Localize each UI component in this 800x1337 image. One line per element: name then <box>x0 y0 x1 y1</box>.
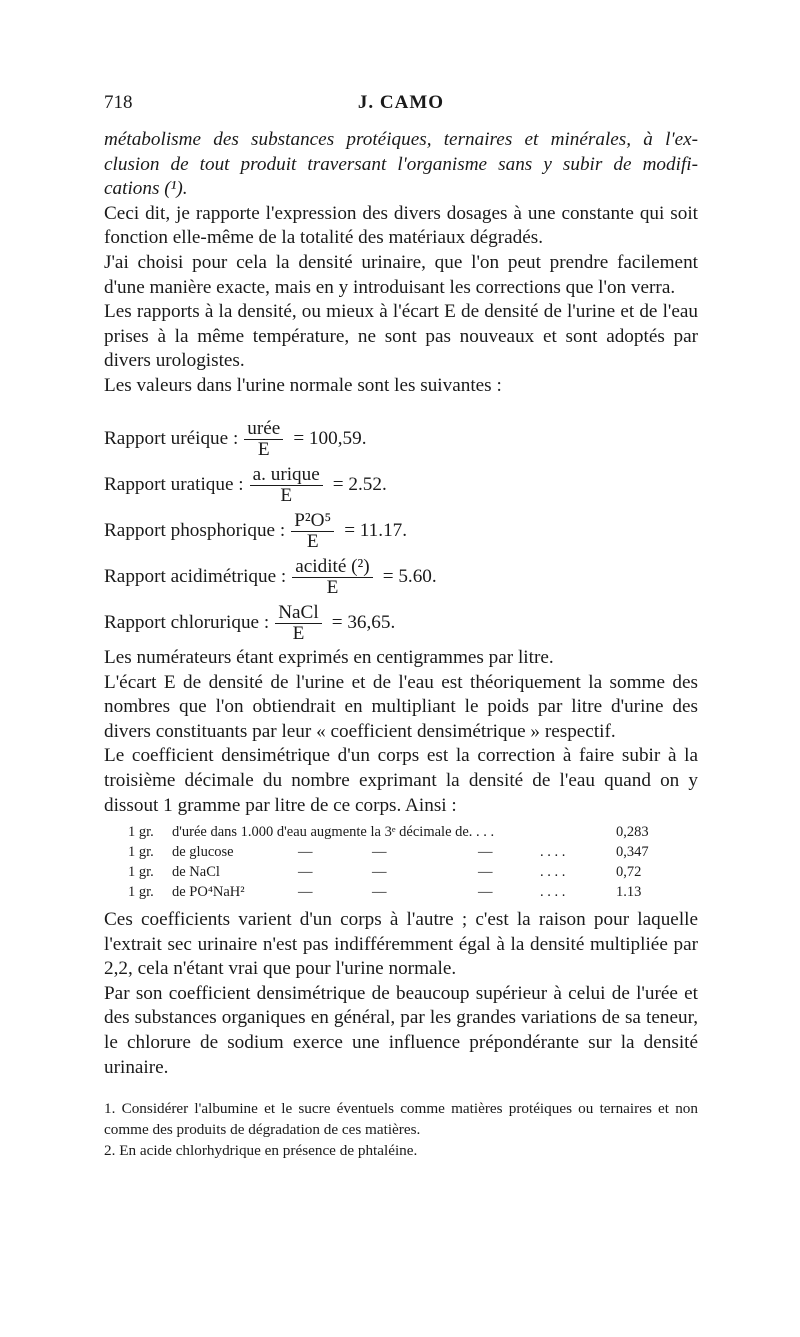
table-row <box>128 822 688 842</box>
ditto-mark: — <box>298 844 313 860</box>
fraction <box>292 557 372 598</box>
rapport-value: = 2.52. <box>332 474 387 495</box>
running-head: J. CAMO <box>357 92 445 113</box>
rapport-formula <box>104 600 395 646</box>
rapport-formula <box>104 462 387 508</box>
footnote: 1. Considérer l'albumine et le sucre éventuels comme matières protéiques ou ternaires et non comme des produits de dégradation de ces matières. <box>104 1100 698 1138</box>
ditto-mark: — <box>372 864 387 880</box>
ditto-mark: — <box>478 864 493 880</box>
leader-dots: . . . . <box>540 844 566 860</box>
rapport-formula <box>104 554 437 600</box>
substance-cell: de PO⁴NaH² <box>172 884 245 900</box>
rapport-label: Rapport uréique : <box>104 428 239 449</box>
rapport-value: = 11.17. <box>344 520 408 541</box>
substance-cell: de glucose <box>172 844 234 860</box>
footnotes <box>104 1098 698 1161</box>
fraction-numerator: acidité (²) <box>292 557 372 578</box>
leader-dots: . . . . <box>540 884 566 900</box>
fraction-denominator: E <box>326 576 339 598</box>
quantity-cell: 1 gr. <box>128 844 154 860</box>
rapport-label: Rapport phosphorique : <box>104 520 286 541</box>
intro-line: clusion de tout produit traversant l'organisme sans y subir de modifi- <box>104 153 698 175</box>
quantity-cell: 1 gr. <box>128 884 154 900</box>
rapport-label: Rapport chlorurique : <box>104 612 270 633</box>
paragraph: J'ai choisi pour cela la densité urinaire, que l'on peut prendre facilement d'une manière exacte, mais en y introduisant les corrections que l'on verra. <box>104 251 698 298</box>
paragraph: L'écart E de densité de l'urine et de l'eau est théoriquement la somme des nombres que l'on obtiendrait en multipliant le poids par litre d'urine des divers constituants par leur « coefficient densimétrique » respectif. <box>104 671 698 742</box>
paragraph: Ceci dit, je rapporte l'expression des divers dosages à une constante qui soit fonction elle-même de la totalité des matériaux dégradés. <box>104 202 698 249</box>
rapport-value: = 100,59. <box>293 428 367 449</box>
paragraph: Par son coefficient densimétrique de beaucoup supérieur à celui de l'urée et des substances organiques en général, par les grandes variations de sa teneur, le chlorure de sodium exerce une influence prépondérante sur la densité urinaire. <box>104 982 698 1078</box>
fraction <box>275 603 322 644</box>
ditto-mark: — <box>372 844 387 860</box>
page-number: 718 <box>104 92 133 113</box>
intro-line: cations (¹). <box>104 178 188 200</box>
rapport-formula <box>104 416 367 462</box>
paragraph: Le coefficient densimétrique d'un corps est la correction à faire subir à la troisième décimale du nombre exprimant la densité de l'eau quand on y dissout 1 gramme par litre de ce corps. Ainsi : <box>104 745 698 816</box>
substance-cell: de NaCl <box>172 864 220 880</box>
leader-dots: . . . . <box>540 864 566 880</box>
intro-paragraph <box>104 128 698 202</box>
rapport-label: Rapport uratique : <box>104 474 244 495</box>
value-cell: 0,72 <box>616 864 642 880</box>
main-text-block-1 <box>104 128 698 399</box>
rapport-formula <box>104 508 407 554</box>
ditto-mark: — <box>372 884 387 900</box>
substance-cell: d'urée dans 1.000 d'eau augmente la 3ᵉ décimale de. . . . <box>172 824 495 840</box>
rapport-value: = 36,65. <box>331 612 396 633</box>
fraction-denominator: E <box>292 622 305 644</box>
quantity-cell: 1 gr. <box>128 824 154 840</box>
fraction-denominator: E <box>257 438 270 460</box>
coefficient-table <box>128 822 688 902</box>
value-cell: 1.13 <box>616 884 642 900</box>
value-cell: 0,283 <box>616 824 649 840</box>
main-text-block-2 <box>104 646 698 818</box>
paragraph: Les numérateurs étant exprimés en centigrammes par litre. <box>104 647 554 668</box>
paragraph: Ces coefficients varient d'un corps à l'autre ; c'est la raison pour laquelle l'extrait sec urinaire n'est pas indifféremment égal à la densité multipliée par 2,2, cela n'étant vrai que pour l'urine normale. <box>104 909 698 980</box>
fraction-denominator: E <box>280 484 293 506</box>
rapport-value: = 5.60. <box>382 566 437 587</box>
paragraph: Les rapports à la densité, ou mieux à l'écart E de densité de l'urine et de l'eau prises à la même température, ne sont pas nouveaux et sont adoptés par divers urologistes. <box>104 301 698 372</box>
table-row <box>128 842 688 862</box>
fraction <box>244 419 283 460</box>
page-header <box>104 92 698 118</box>
footnote: 2. En acide chlorhydrique en présence de phtaléine. <box>104 1142 418 1159</box>
ditto-mark: — <box>478 884 493 900</box>
fraction <box>291 511 334 552</box>
main-text-block-3 <box>104 908 698 1080</box>
fraction-denominator: E <box>306 530 319 552</box>
fraction-numerator: a. urique <box>250 465 323 486</box>
table-row <box>128 882 688 902</box>
value-cell: 0,347 <box>616 844 649 860</box>
ditto-mark: — <box>298 864 313 880</box>
ditto-mark: — <box>298 884 313 900</box>
fraction-numerator: NaCl <box>275 603 322 624</box>
fraction-numerator: P²O⁵ <box>291 511 334 532</box>
table-row <box>128 862 688 882</box>
ditto-mark: — <box>478 844 493 860</box>
fraction <box>250 465 323 506</box>
paragraph: Les valeurs dans l'urine normale sont les suivantes : <box>104 374 502 396</box>
rapport-label: Rapport acidimétrique : <box>104 566 287 587</box>
intro-line: métabolisme des substances protéiques, ternaires et minérales, à l'ex- <box>104 129 698 150</box>
fraction-numerator: urée <box>244 419 283 440</box>
quantity-cell: 1 gr. <box>128 864 154 880</box>
